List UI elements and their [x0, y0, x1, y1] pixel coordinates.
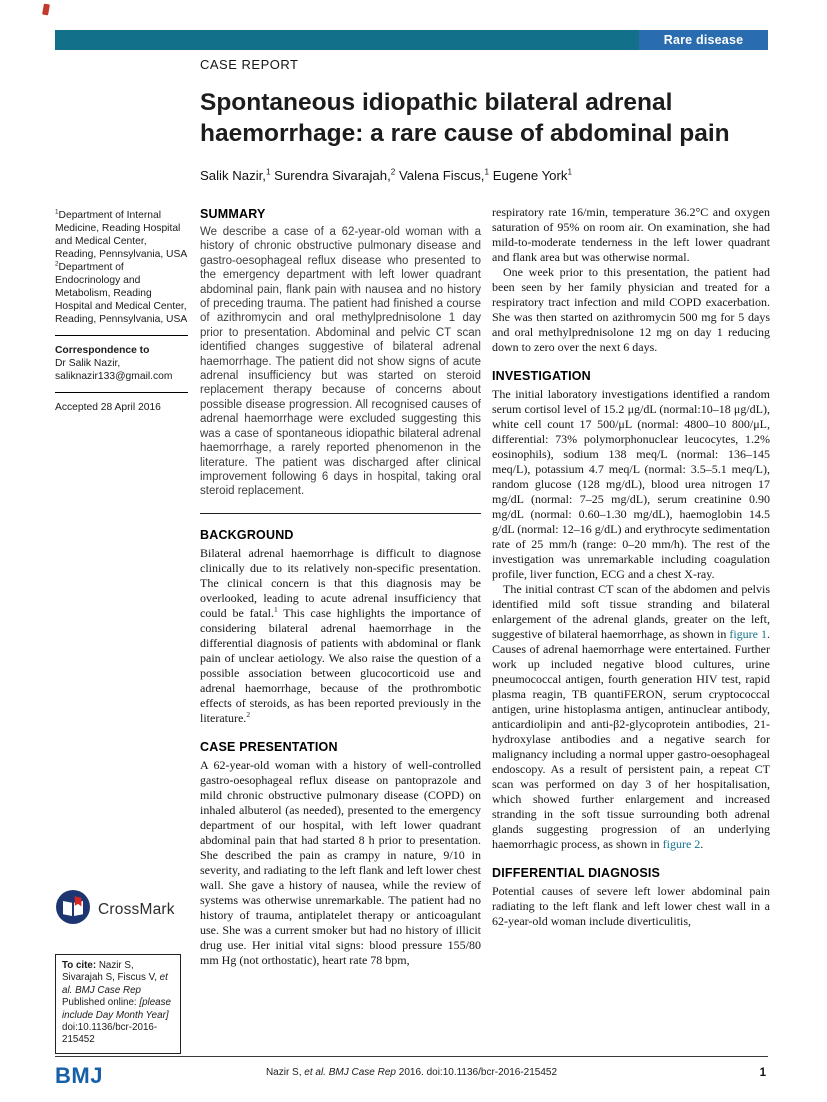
- crossmark-badge[interactable]: [55, 889, 175, 929]
- page-number: 1: [759, 1067, 766, 1079]
- article-header: [200, 57, 770, 183]
- footer-divider: [55, 1056, 768, 1057]
- content-area: [55, 205, 770, 1050]
- correspondence-text: Dr Salik Nazir, saliknazir133@gmail.com: [55, 358, 173, 382]
- sidebar-divider: [55, 392, 188, 393]
- reference-superscript: 2: [246, 709, 251, 719]
- reference-superscript: 2: [55, 260, 59, 268]
- column-left: [200, 205, 481, 1050]
- affiliation-2: $^2$Department of Endocrinology and Metabolism, Reading Hospital and Medical Center, Reading, Pennsylvania, USA: [55, 260, 188, 325]
- section-heading-differential-diagnosis: DIFFERENTIAL DIAGNOSIS: [492, 866, 661, 880]
- sidebar-divider: [55, 335, 188, 336]
- case-presentation-paragraph-2: One week prior to this presentation, the patient had been seen by her family physician and treated for a respiratory tract infection and mild COPD exacerbation. She was then started on azithromycin 500 mg for 5 days and oral methylprednisolone 12 mg on day 1 reducing down to zero over the next 6 days.: [492, 265, 770, 354]
- citation-box: [55, 954, 181, 1054]
- article-type: CASE REPORT: [200, 57, 299, 72]
- author-list: Salik Nazir,$^1$ Surendra Sivarajah,$^2$ Valena Fiscus,$^1$ Eugene York$^1$: [200, 167, 573, 183]
- print-registration-mark: [42, 4, 50, 16]
- reference-superscript: 1: [265, 167, 271, 177]
- category-label: Rare disease: [663, 33, 744, 47]
- case-presentation-text: A 62-year-old woman with a history of well-controlled gastro-oesophageal reflux disease on pantoprazole and mild chronic obstructive pulmonary disease (COPD) on inhaled albuterol (as needed), presented to the emergency department of our hospital, with left lower quadrant abdominal pain that had started 8 h prior to presentation. She described the pain as crampy in nature, 9/10 in severity, and radiating to the left flank and left lower chest wall. She gave a history of nausea, while the review of systems was otherwise unremarkable. The patient had no history of trauma, antiplatelet therapy or anticoagulant use. She was a current smoker but had no history of illicit drug use. Her initial vital signs: blood pressure 155/80 mm Hg (not orthostatic), heart rate 78 bpm,: [200, 757, 481, 967]
- figure-link[interactable]: figure 1: [729, 627, 768, 641]
- crossmark-icon: [55, 889, 91, 929]
- summary-text: We describe a case of a 62-year-old woman with a history of chronic obstructive pulmonary disease and gastro-oesophageal reflux disease who presented to the emergency department with left lower quadrant abdominal pain, flank pain with nausea and no history of preceding trauma. The patient had finished a course of azithromycin and oral methylprednisolone 1 day prior to presentation. Abdominal and pelvic CT scan identified changes suggestive of bilateral adrenal haemorrhage. The patient did not show signs of acute adrenal insufficiency but was started on steroid replacement therapy because of concerns about possible disease progression. All recognised causes of adrenal haemorrhage were excluded suggesting this was a case of spontaneous idiopathic bilateral adrenal haemorrhage, a rarely reported phenomenon in the literature. The patient was discharged after clinical improvement following 6 days in hospital, taking oral steroid replacement.: [200, 226, 481, 498]
- article-title: Spontaneous idiopathic bilateral adrenal haemorrhage: a rare cause of abdominal pain: [200, 89, 730, 147]
- affiliation-1: $^1$Department of Internal Medicine, Reading Hospital and Medical Center, Reading, Pennsylvania, USA: [55, 208, 188, 260]
- category-badge: [639, 30, 768, 50]
- section-heading-background: BACKGROUND: [200, 527, 294, 542]
- differential-diagnosis-text: Potential causes of severe left lower abdominal pain radiating to the left flank and left lower chest wall in a 62-year-old woman include diverticulitis,: [492, 884, 770, 928]
- citation-text: To cite: Nazir S, Sivarajah S, Fiscus V, et al. BMJ Case Rep Published online: [please include Day Month Year] doi:10.1136/bcr-2016-215452: [62, 960, 171, 1046]
- figure-link[interactable]: figure 2: [662, 837, 701, 851]
- reference-superscript: 1: [55, 208, 59, 216]
- section-heading-summary: SUMMARY: [200, 207, 266, 221]
- sidebar: [55, 205, 188, 1050]
- footer-citation: Nazir S, et al. BMJ Case Rep 2016. doi:10.1136/bcr-2016-215452: [265, 1067, 558, 1078]
- case-presentation-continued: respiratory rate 16/min, temperature 36.2°C and oxygen saturation of 95% on room air. On examination, she had mild-to-moderate tenderness in the left lower quadrant and flank area but was otherwise normal.: [492, 205, 770, 264]
- investigation-paragraph-2: The initial contrast CT scan of the abdomen and pelvis identified mild soft tissue stranding and bilateral enlargement of the adrenal glands, greater on the left, suggestive of bilateral haemorrhage, as shown in figure 1. Causes of adrenal haemorrhage were entertained. Further work up included negative blood cultures, urine pneumococcal antigen, fourth generation HIV test, rapid plasma reagin, TB quantiFERON, serum cryptococcal antigen, urine histoplasma antigen, antinuclear antibody, anticardiolipin and anti-β2-glycoprotein antibodies, 21-hydroxylase antibodies and a negative search for malignancy including a normal upper gastro-oesophageal endoscopy. As a result of persistent pain, a repeat CT scan was performed on day 3 of her hospitalisation, which showed further enlargement and increased stranding in the soft tissue surrounding both adrenal glands suggesting progression of an underlying haemorrhagic process, as shown in figure 2.: [492, 582, 771, 851]
- accepted-date: Accepted 28 April 2016: [55, 402, 161, 413]
- reference-superscript: 1: [484, 167, 490, 177]
- reference-superscript: 1: [273, 604, 278, 614]
- category-bar: [55, 30, 768, 50]
- bmj-logo: BMJ: [55, 1063, 103, 1088]
- investigation-paragraph-1: The initial laboratory investigations identified a random serum cortisol level of 15.2 μg/dL (normal:10–18 μg/dL), white cell count 17 500/μL (normal: 4800–10 800/μL, differential: 73% polymorphonuclear leucocytes, 1.2% eosinophils), sodium 138 meq/L (normal: 136–145 meq/L), potassium 4.7 meq/L (normal: 3.5–5.1 meq/L), random glucose (128 mg/dL), blood urea nitrogen 17 mg/dL (normal: 7–25 mg/dL), serum creatinine 0.90 mg/dL (normal: 0.60–1.30 mg/dL), haemoglobin 14.5 g/dL (normal: 12–16 g/dL) and erythrocyte sedimentation rate of 25 mm/h (range: 0–20 mm/h). The rest of the investigation was unremarkable including coagulation profile, liver function, ECG and a chest X-ray.: [492, 387, 770, 581]
- column-right: [492, 205, 770, 1050]
- reference-superscript: 1: [567, 167, 573, 177]
- section-heading-case-presentation: CASE PRESENTATION: [200, 739, 338, 754]
- crossmark-label: CrossMark: [98, 900, 175, 918]
- correspondence-label: Correspondence to: [55, 345, 150, 356]
- summary-divider: [200, 513, 481, 514]
- reference-superscript: 2: [390, 167, 396, 177]
- section-heading-investigation: INVESTIGATION: [492, 369, 591, 383]
- footer: [55, 1061, 768, 1095]
- background-text: Bilateral adrenal haemorrhage is difficult to diagnose clinically due to its relatively non-specific presentation. The clinical concern is that this diagnosis may be overlooked, leading to acute adrenal insufficiency that could be fatal.$^1$ This case highlights the importance of considering bilateral adrenal haemorrhage in the differential diagnosis of patients with abdominal or flank pain of unclear aetiology. We also raise the question of a possible association between glucocorticoid use and adrenal haemorrhage, because of the prothrombotic effects of steroids, as has been reported previously in the literature.$^2$: [200, 545, 481, 725]
